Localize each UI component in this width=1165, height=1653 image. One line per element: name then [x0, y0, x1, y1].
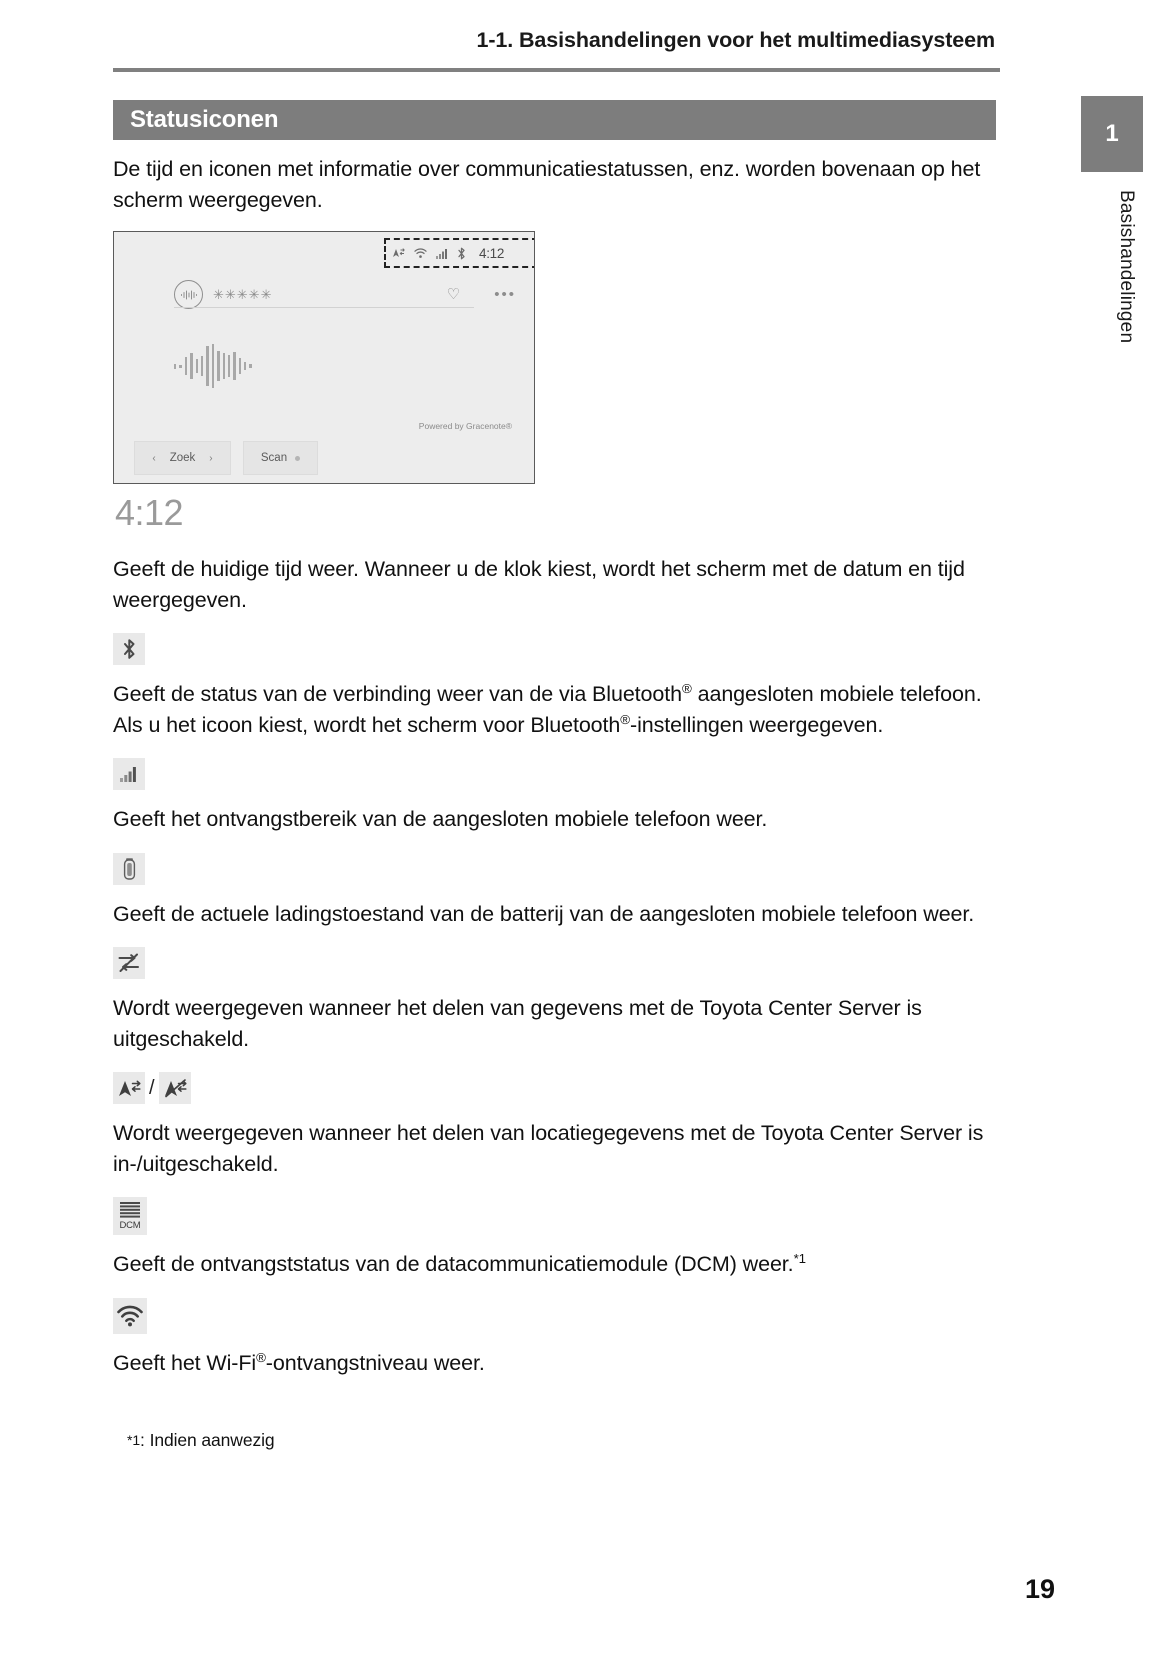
chapter-number: 1	[1105, 120, 1119, 147]
signal-strength-icon	[113, 758, 145, 790]
page-number: 19	[1024, 1574, 1055, 1604]
gracenote-credit: Powered by Gracenote®	[418, 421, 512, 432]
entry-battery-description: Geeft de actuele ladingstoestand van de batterij van de aangesloten mobiele telefoon weer.	[113, 901, 975, 926]
entry-battery-icon-row	[113, 853, 996, 885]
section-header-bar	[113, 100, 996, 140]
header-rule	[113, 68, 1000, 72]
dcm-footnote-ref: *1	[793, 1251, 806, 1267]
bt-sup-1: ®	[682, 680, 692, 696]
wifi-desc-b: -ontvangstniveau weer.	[265, 1350, 485, 1375]
section-title: Statusiconen	[130, 106, 279, 133]
footnote-text: : Indien aanwezig	[140, 1430, 275, 1451]
entry-time-description: Geeft de huidige tijd weer. Wanneer u de klok kiest, wordt het scherm met de datum en tijd weergegeven.	[113, 557, 965, 612]
entry-location-sharing-icon-row	[113, 1072, 996, 1104]
bluetooth-icon	[113, 633, 145, 665]
footnote	[113, 1430, 996, 1451]
head-unit-divider	[174, 307, 474, 308]
entry-dcm	[113, 1197, 996, 1280]
head-unit-track-actions	[447, 287, 516, 302]
entry-signal	[113, 758, 996, 835]
wifi-sup-1: ®	[256, 1349, 266, 1365]
entry-data-sharing-off	[113, 947, 996, 1054]
page-content	[113, 100, 996, 1451]
entry-bluetooth-icon-row	[113, 633, 996, 665]
head-unit-buttons	[134, 441, 318, 475]
scan-button[interactable]	[243, 441, 318, 475]
station-waveform-icon	[174, 280, 203, 309]
audio-waveform-graphic	[174, 342, 252, 390]
footnote-mark: *1	[127, 1432, 141, 1449]
clock-time-label: 4:12	[115, 492, 184, 534]
data-sharing-off-icon	[113, 947, 145, 979]
scan-status-dot-icon	[295, 456, 300, 461]
entry-location-sharing-description: Wordt weergegeven wanneer het delen van locatiegegevens met de Toyota Center Server is in-/uitgeschakeld.	[113, 1121, 984, 1176]
head-unit-track-row	[174, 280, 516, 309]
wifi-desc-a: Geeft het Wi-Fi	[113, 1350, 257, 1375]
entry-dcm-description	[113, 1249, 996, 1280]
entry-wifi	[113, 1298, 996, 1379]
dcm-icon	[113, 1197, 147, 1235]
bt-desc-a: Geeft de status van de verbinding weer van de via Bluetooth	[113, 682, 682, 707]
chevron-right-icon[interactable]: ›	[209, 452, 213, 464]
scan-button-label: Scan	[260, 452, 288, 465]
status-bar-highlight-box	[384, 238, 535, 268]
battery-icon	[113, 853, 145, 885]
entry-dcm-icon-row	[113, 1197, 996, 1235]
entry-location-sharing	[113, 1072, 996, 1179]
entry-data-sharing-description: Wordt weergegeven wanneer het delen van gegevens met de Toyota Center Server is uitgeschakeld.	[113, 996, 922, 1051]
icon-pair-separator: /	[149, 1076, 155, 1099]
chevron-left-icon[interactable]: ‹	[152, 452, 156, 464]
entry-battery	[113, 853, 996, 930]
wifi-icon	[113, 1298, 147, 1334]
seek-button-label: Zoek	[169, 452, 196, 465]
entry-data-sharing-icon-row	[113, 947, 996, 979]
chapter-thumb-tab	[1081, 96, 1143, 172]
entry-wifi-icon-row	[113, 1298, 996, 1334]
location-sharing-on-icon	[113, 1072, 145, 1104]
chapter-label: Basishandelingen	[1116, 190, 1137, 344]
bt-sup-2: ®	[620, 711, 631, 727]
more-options-icon[interactable]: •••	[494, 286, 516, 304]
track-title-masked: ✳✳✳✳✳	[213, 286, 273, 302]
entry-wifi-description	[113, 1348, 996, 1379]
bt-desc-c: -instellingen weergegeven.	[630, 712, 884, 737]
entry-bluetooth-description	[113, 679, 996, 740]
status-bar-time: 4:12	[479, 245, 505, 261]
seek-button[interactable]	[134, 441, 231, 475]
entry-signal-description: Geeft het ontvangstbereik van de aangesloten mobiele telefoon weer.	[113, 807, 768, 832]
heart-icon[interactable]: ♡	[446, 286, 461, 304]
head-unit-screenshot	[113, 231, 535, 484]
location-sharing-off-icon	[159, 1072, 191, 1104]
entry-bluetooth	[113, 633, 996, 740]
bt-desc-b: aangesloten mobiele telefoon. Als u het icoon kiest, wordt het scherm voor Bluetooth	[113, 682, 982, 737]
dcm-desc-a: Geeft de ontvangststatus van de datacommunicatiemodule (DCM) weer.	[113, 1252, 794, 1277]
dcm-icon-label: DCM	[119, 1220, 141, 1232]
entry-signal-icon-row	[113, 758, 996, 790]
entry-time	[113, 492, 996, 615]
page-header	[0, 28, 1165, 62]
running-head-title: 1-1. Basishandelingen voor het multimediasysteem	[476, 28, 995, 52]
section-intro-text: De tijd en iconen met informatie over communicatiestatussen, enz. worden bovenaan op het scherm weergegeven.	[113, 157, 981, 212]
